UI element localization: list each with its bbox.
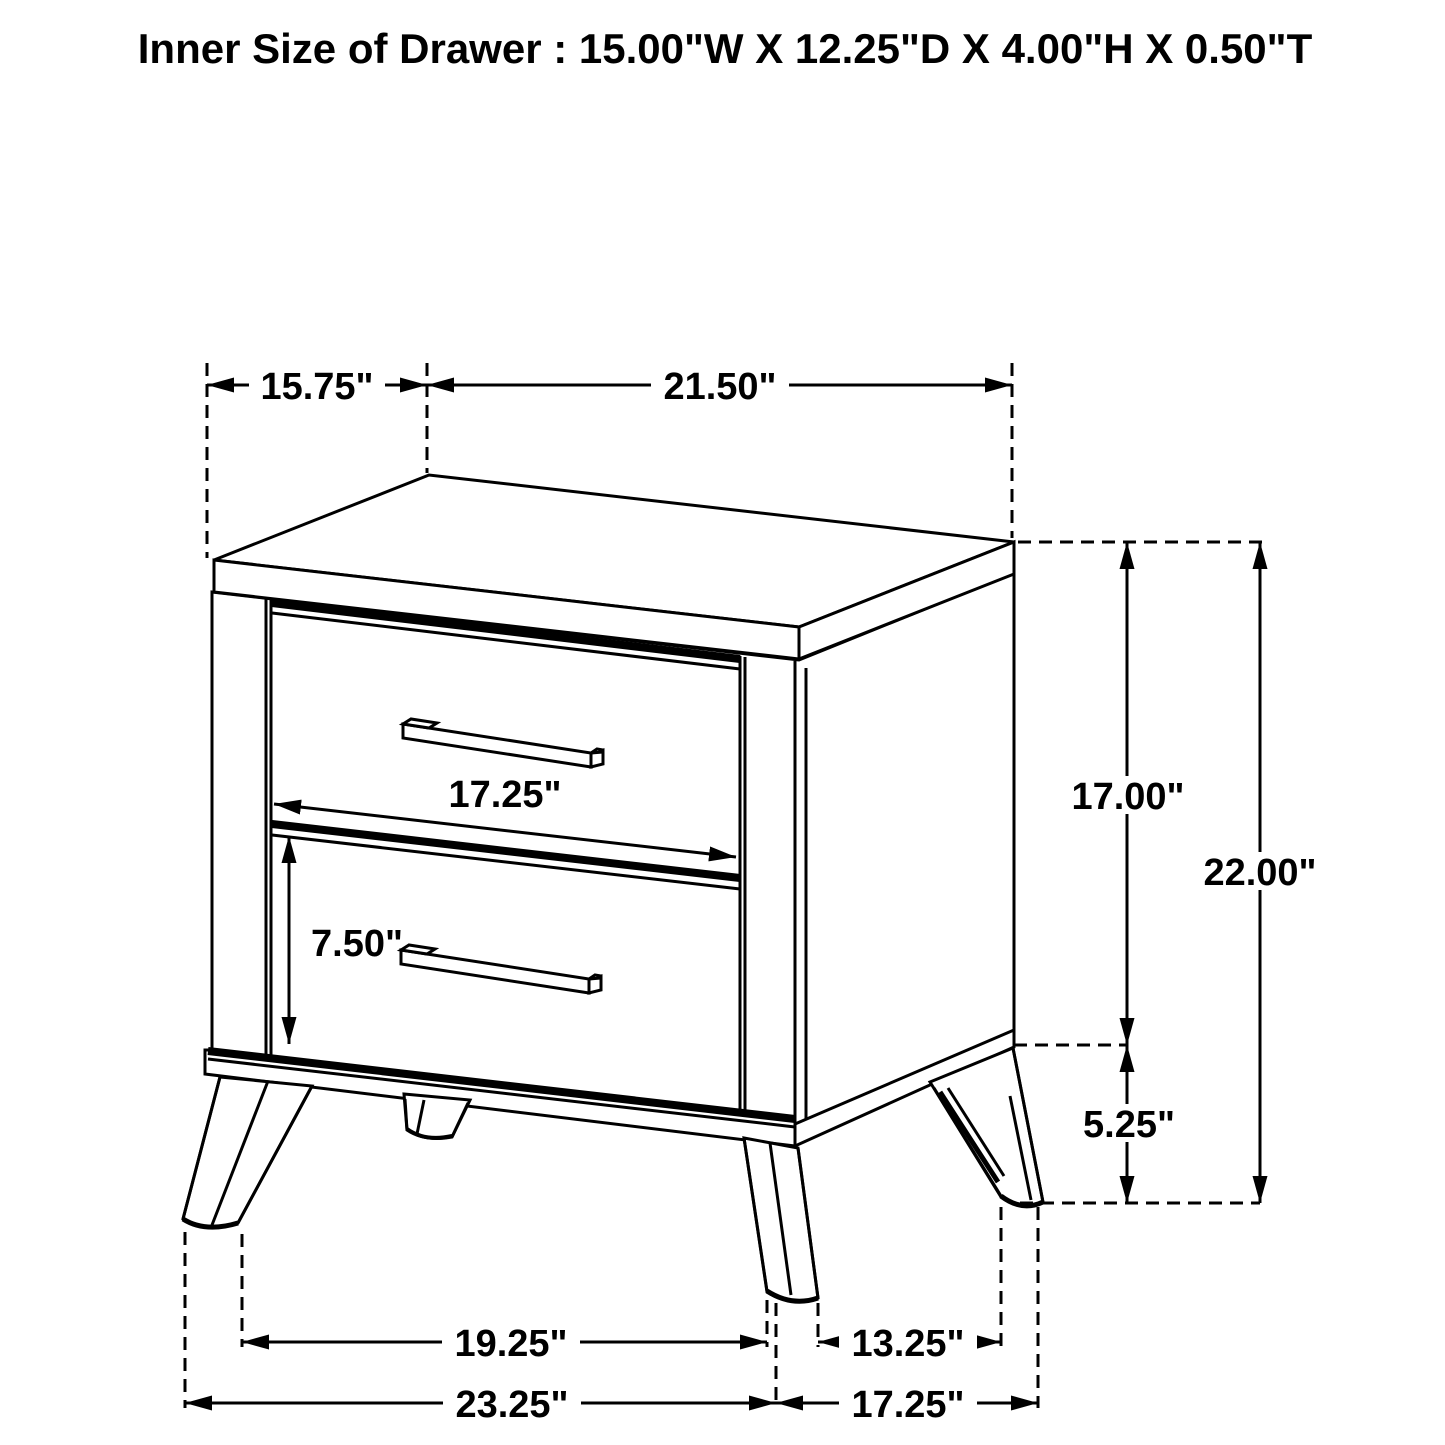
dim-top-depth-label: 15.75" [260,366,374,408]
dim-drawer-height-label: 7.50" [311,923,403,965]
dim-leg-height [1070,1045,1188,1203]
dim-front-feet-span [242,1323,767,1365]
dim-top-depth [207,366,427,408]
page-title: Inner Size of Drawer : 15.00"W X 12.25"D X 4.00"H X 0.50"T [137,25,1313,72]
dim-case-height-label: 17.00" [1071,776,1185,818]
dim-front-feet-span-label: 19.25" [454,1323,568,1365]
dim-case-height [1058,542,1198,1045]
dim-top-width [427,366,1012,408]
dim-total-depth-label: 17.25" [851,1384,965,1426]
dim-top-width-label: 21.50" [663,366,777,408]
dim-total-height-label: 22.00" [1203,852,1317,894]
dim-total-width-label: 23.25" [455,1384,569,1426]
dim-side-feet-span-label: 13.25" [851,1323,965,1365]
dim-leg-height-label: 5.25" [1083,1104,1175,1146]
front-left-leg [183,1077,312,1227]
front-right-leg [744,1138,818,1301]
dim-side-feet-span [818,1323,1001,1365]
dim-total-height [1190,542,1330,1203]
back-left-leg [404,1094,470,1138]
dim-total-width [185,1384,776,1426]
dim-drawer-width-label: 17.25" [448,774,562,816]
dim-total-depth [776,1384,1038,1426]
nightstand-drawing [183,475,1043,1301]
